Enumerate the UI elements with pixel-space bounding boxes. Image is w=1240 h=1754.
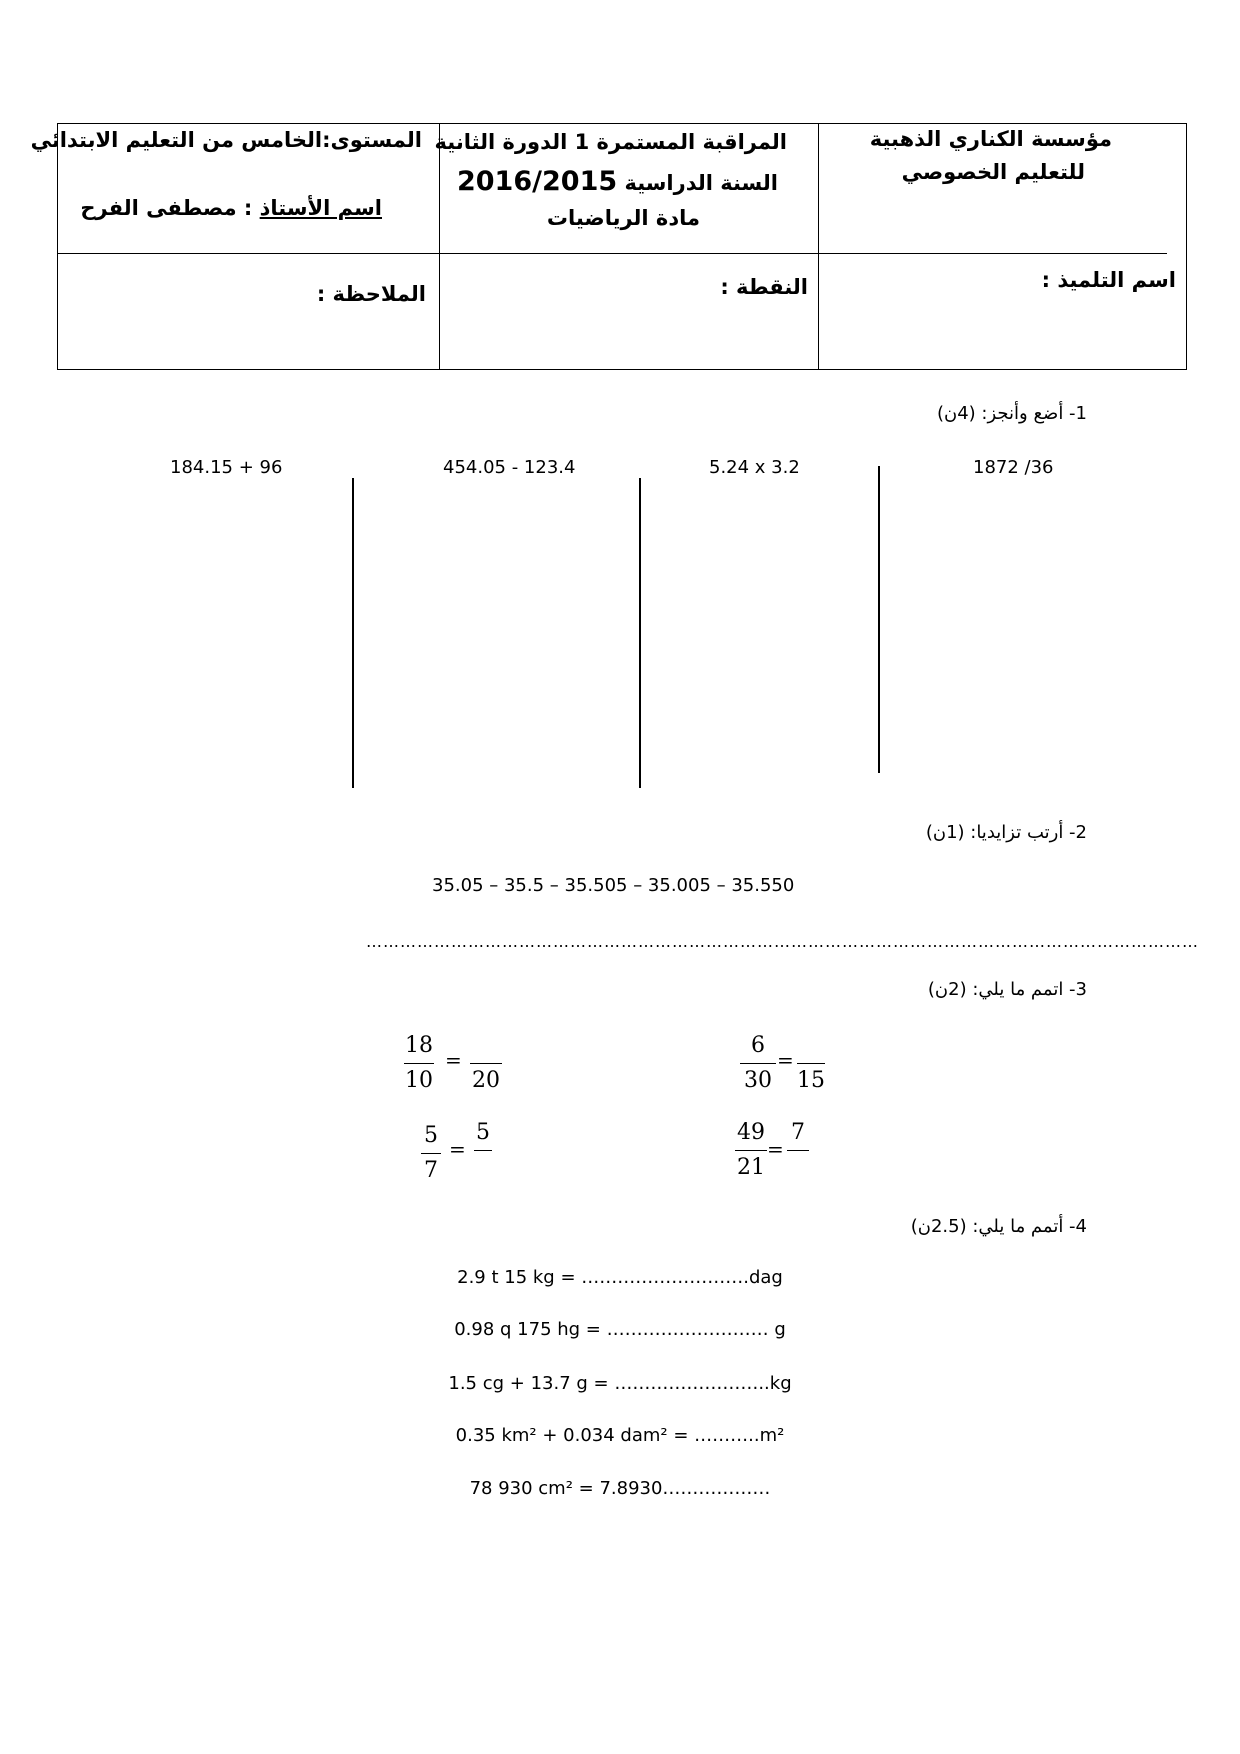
fraction-bar: [470, 1063, 502, 1064]
school-year: [457, 166, 778, 197]
q3-frac4-left-den: 7: [424, 1158, 438, 1183]
q3-frac3-right: [787, 1119, 809, 1182]
q3-title: 3- اتمم ما يلي: (2ن): [927, 979, 1087, 1000]
q3-frac2-equals: =: [445, 1048, 462, 1072]
q2-sequence: 35.05 – 35.5 – 35.505 – 35.005 – 35.550: [432, 875, 795, 896]
q3-frac1-right-num[interactable]: [797, 1032, 825, 1060]
q3-frac1-equals: =: [777, 1048, 794, 1072]
q4-title: 4- أتمم ما يلي: (2.5ن): [910, 1216, 1087, 1237]
q3-frac1-right-den: 15: [797, 1068, 825, 1093]
q3-frac1-left-num: 6: [751, 1033, 765, 1058]
teacher-name: : مصطفى الفرح: [80, 196, 253, 220]
q3-frac3-left: [735, 1119, 767, 1182]
level-value: الخامس من التعليم الابتدائي: [30, 128, 323, 152]
exam-title: المراقبة المستمرة 1 الدورة الثانية: [434, 130, 787, 154]
subject: مادة الرياضيات: [546, 206, 700, 230]
q2-title: 2- أرتب تزايديا: (1ن): [925, 822, 1087, 843]
q1-op-division: 1872 /36: [973, 457, 1054, 478]
fraction-bar: [740, 1063, 776, 1064]
q3-frac3-left-num: 49: [737, 1120, 765, 1145]
q3-frac4-left: [421, 1122, 441, 1185]
header-divider-1: [439, 123, 440, 370]
header-divider-2: [818, 123, 819, 370]
q3-frac4-right-den[interactable]: [474, 1154, 492, 1182]
q4-line-3[interactable]: 1.5 cg + 13.7 g = ……………………..kg: [448, 1373, 792, 1394]
q3-frac3-right-den[interactable]: [787, 1154, 809, 1182]
q3-frac2-left-num: 18: [405, 1033, 433, 1058]
q3-frac1-left: [740, 1032, 776, 1095]
student-name-label: اسم التلميذ :: [1041, 268, 1176, 292]
q1-column-line-2: [639, 478, 641, 788]
q1-column-line-1: [352, 478, 354, 788]
q1-title: 1- أضع وأنجز: (4ن): [936, 403, 1087, 424]
q1-column-line-3: [878, 466, 880, 773]
teacher: [80, 196, 382, 220]
q1-op-subtraction: 454.05 - 123.4: [443, 457, 576, 478]
q3-frac2-right-num[interactable]: [470, 1032, 502, 1060]
q3-frac4-right-num: 5: [476, 1120, 490, 1145]
q3-frac3-left-den: 21: [737, 1155, 765, 1180]
header-row-divider: [57, 253, 1167, 254]
q3-frac2-left: [404, 1032, 434, 1095]
q3-frac1-right: [797, 1032, 825, 1095]
fraction-bar: [404, 1063, 434, 1064]
q3-frac1-left-den: 30: [744, 1068, 772, 1093]
grade-label: النقطة :: [720, 275, 808, 299]
fraction-bar: [797, 1063, 825, 1064]
q3-frac2-right-den: 20: [472, 1068, 500, 1093]
school-year-label: السنة الدراسية: [624, 171, 778, 195]
q1-op-addition: 184.15 + 96: [170, 457, 283, 478]
school-year-value: 2016/2015: [456, 166, 618, 197]
fraction-bar: [735, 1150, 767, 1151]
q3-frac4-left-num: 5: [424, 1123, 438, 1148]
fraction-bar: [421, 1153, 441, 1154]
teacher-label: اسم الأستاذ: [259, 196, 382, 220]
q3-frac2-right: [470, 1032, 502, 1095]
q4-line-5[interactable]: 78 930 cm² = 7.8930………………: [469, 1478, 771, 1499]
q1-op-multiplication: 5.24 x 3.2: [709, 457, 800, 478]
level: [31, 128, 422, 152]
q4-line-2[interactable]: 0.98 q 175 hg = ……………………… g: [454, 1319, 786, 1340]
remarks-label: الملاحظة :: [316, 282, 426, 306]
q3-frac3-equals: =: [767, 1137, 784, 1161]
level-label: المستوى:: [322, 128, 422, 152]
q2-answer-line: …………………………………………………………………………………………………………………………………: [366, 932, 1199, 951]
fraction-bar: [787, 1150, 809, 1151]
q4-line-4[interactable]: 0.35 km² + 0.034 dam² = ………..m²: [455, 1425, 785, 1446]
q3-frac4-equals: =: [449, 1137, 466, 1161]
q3-frac4-right: [474, 1119, 492, 1182]
q4-line-1[interactable]: 2.9 t 15 kg = ……………………….dag: [457, 1267, 783, 1288]
institution-line-1: مؤسسة الكناري الذهبية: [869, 127, 1112, 151]
institution-line-2: للتعليم الخصوصي: [901, 160, 1085, 184]
fraction-bar: [474, 1150, 492, 1151]
q3-frac2-left-den: 10: [405, 1068, 433, 1093]
q3-frac3-right-num: 7: [791, 1120, 805, 1145]
